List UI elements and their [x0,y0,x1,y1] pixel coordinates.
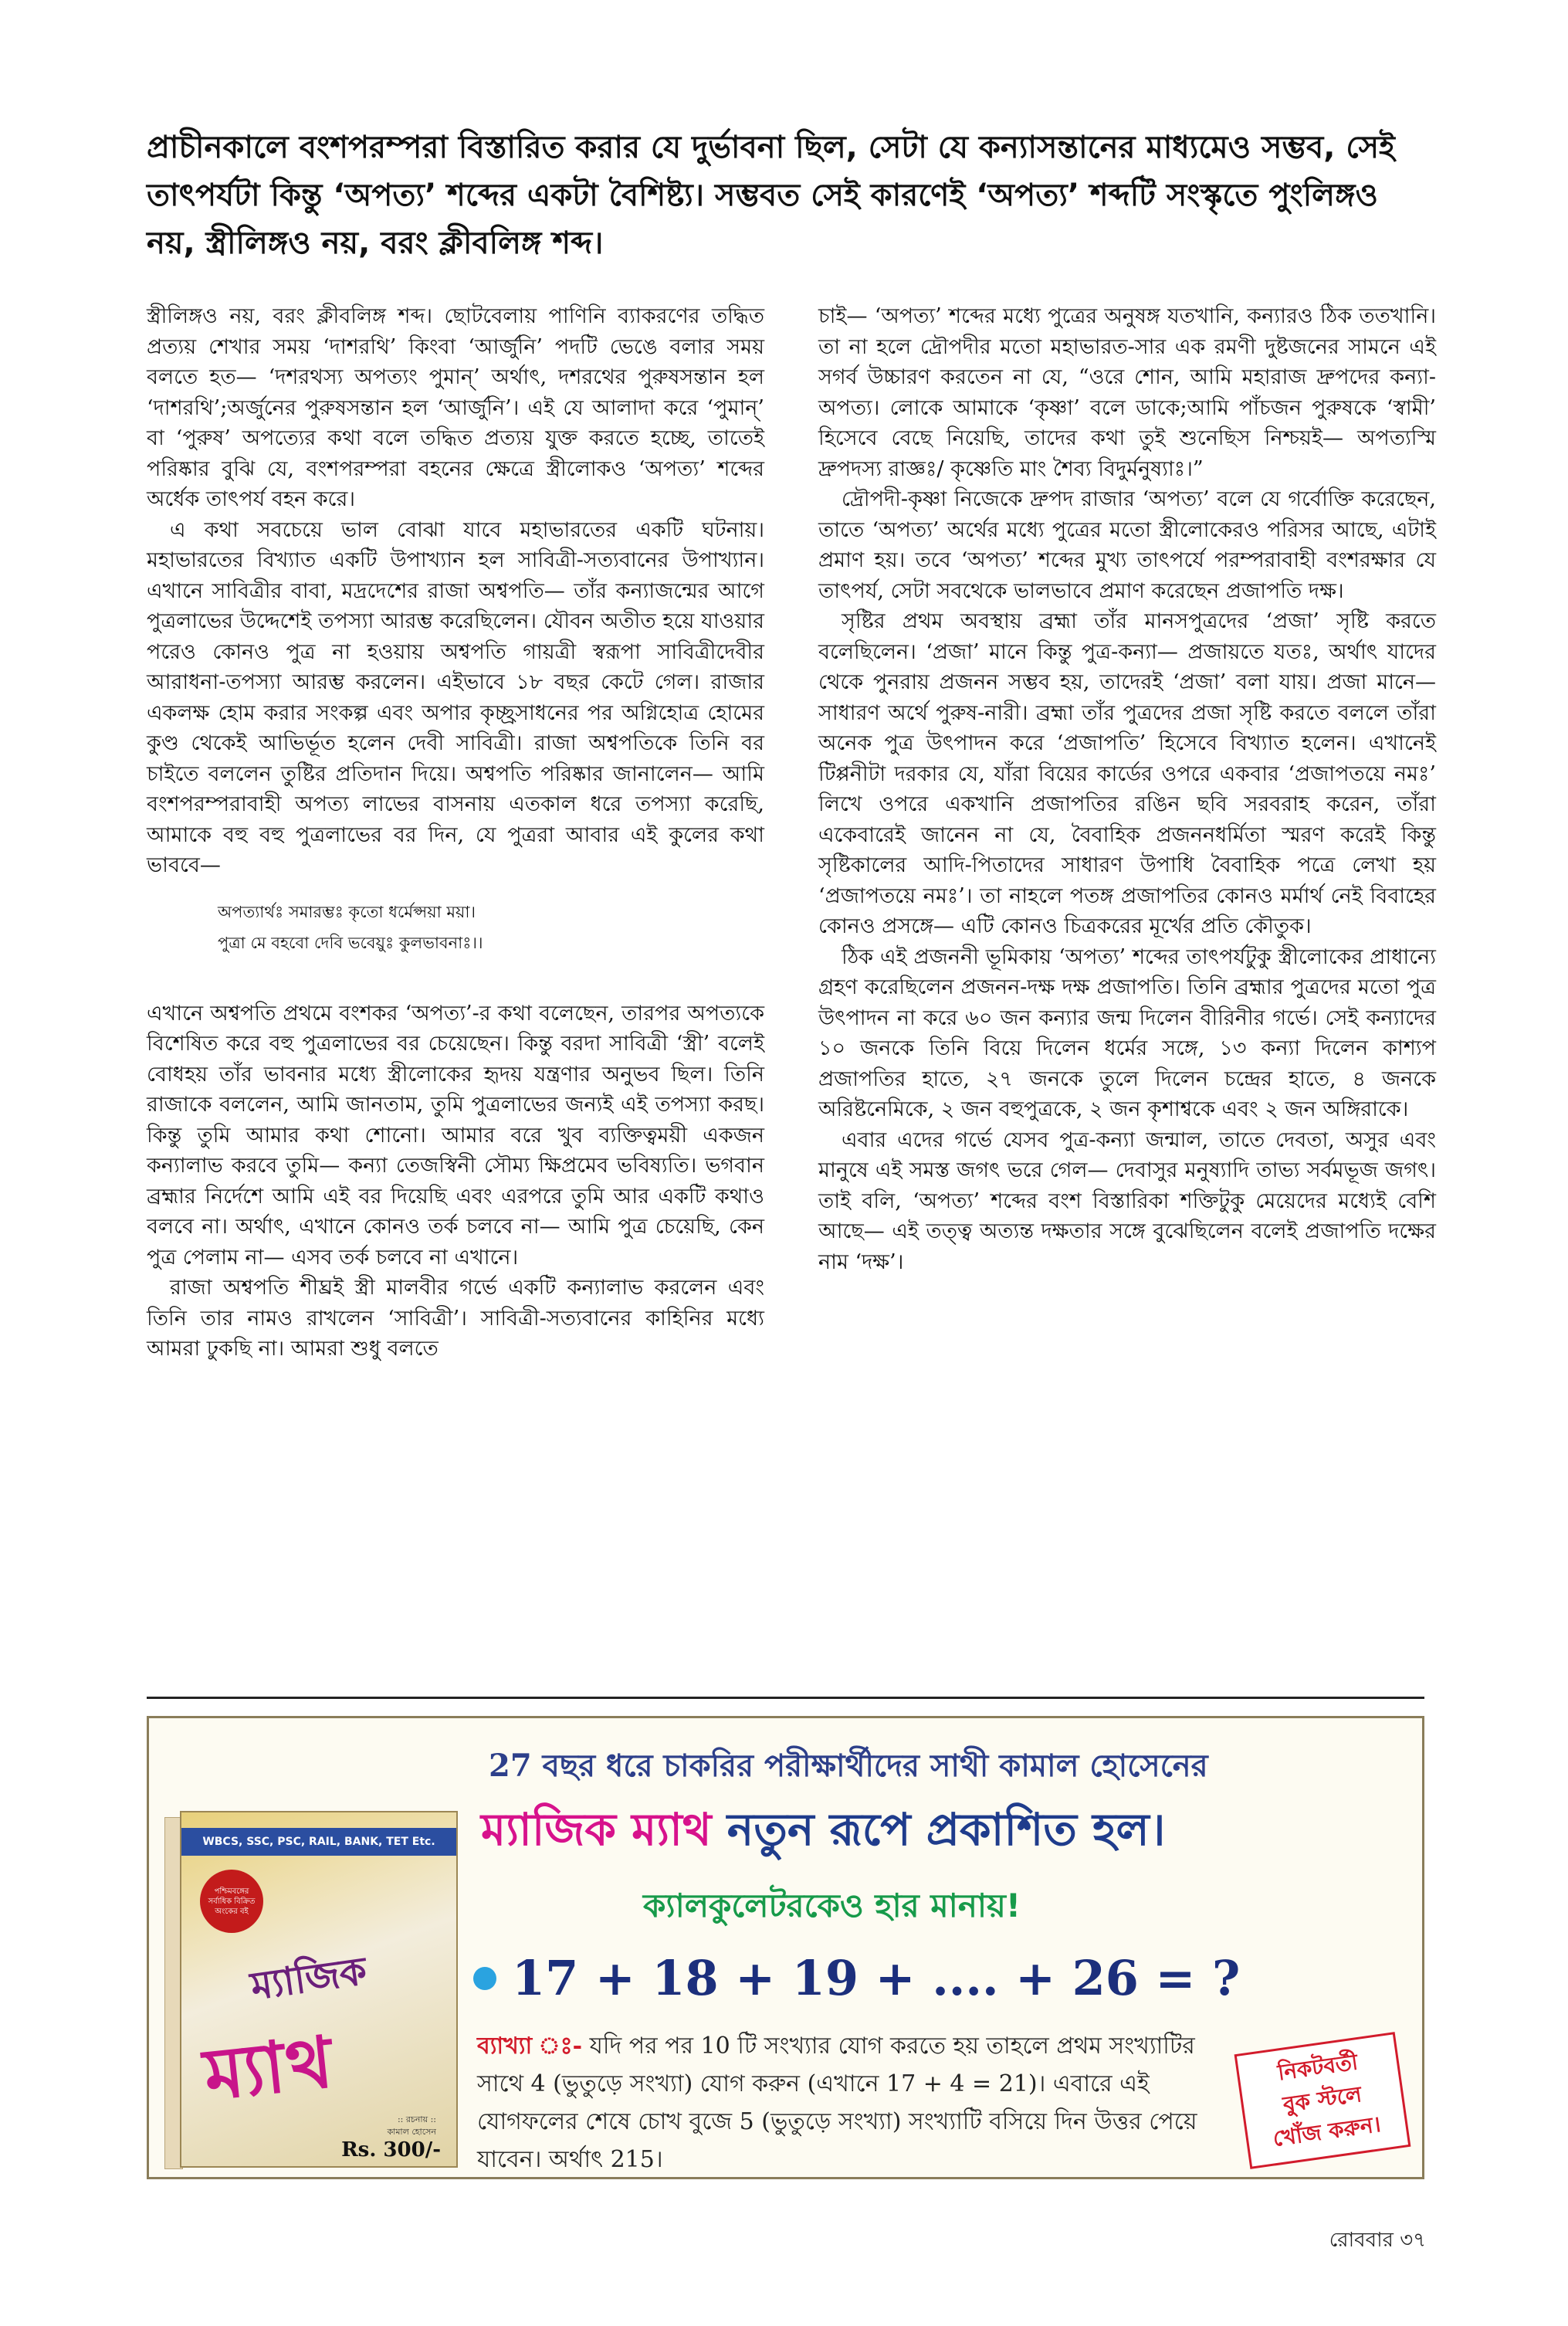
book-seal: পশ্চিমবঙ্গের সর্বাধিক বিক্রিত অংকের বই [200,1870,263,1933]
bookstall-stamp [1234,2032,1411,2169]
book-author-label: :: রচনায় :: [397,2114,436,2124]
article-column-right [818,301,1436,1277]
ad-headline: 27 বছর ধরে চাকরির পরীক্ষার্থীদের সাথী কামাল হোসেনের [489,1748,1208,1784]
book-title-line-2: ম্যাথ [200,2020,338,2117]
paragraph: এখানে অশ্বপতি প্রথমে বংশকর ‘অপত্য’-র কথা বলেছেন, তারপর অপত্যকে বিশেষিত করে বহু পুত্রলাভের বর চেয়েছেন। কিন্তু বরদা সাবিত্রী ‘স্ত্রী’ বলেই বোধহয় তাঁর ভাবনার মধ্যে স্ত্রীলোকের হৃদয় যন্ত্রণার অনুভব ছিল। তিনি রাজাকে বললেন, আমি জানতাম, তুমি পুত্রলাভের জন্যই এই তপস্যা করছ। কিন্তু তুমি আমার কথা শোনো। আমার বরে খুব ব্যক্তিত্বময়ী একজন কন্যালাভ করবে তুমি— কন্যা তেজস্বিনী সৌম্য ক্ষিপ্রমেব ভবিষ্যতি। ভগবান ব্রহ্মার নির্দেশে আমি এই বর দিয়েছি এবং এরপরে তুমি আর একটি কথাও বলবে না। অর্থাৎ, এখানে কোনও তর্ক চলবে না— আমি পুত্র চেয়েছি, কেন পুত্র পেলাম না— এসব তর্ক চলবে না এখানে। [147,1001,764,1270]
paragraph: ঠিক এই প্রজননী ভূমিকায় ‘অপত্য’ শব্দের তাৎপর্যটুকু স্ত্রীলোকের প্রাধান্যে গ্রহণ করেছিলেন প্রজনন-দক্ষ দক্ষ প্রজাপতি। তিনি ব্রহ্মার পুত্রদের মতো পুত্র উৎপাদন না করে ৬০ জন কন্যার জন্ম দিলেন বীরিনীর গর্ভে। সেই কন্যাদের ১০ জনকে তিনি বিয়ে দিলেন ধর্মের সঙ্গে, ১৩ কন্যা দিলেন কাশ্যপ প্রজাপতির হাতে, ২৭ জনকে তুলে দিলেন চন্দ্রের হাতে, ৪ জনকে অরিষ্টনেমিকে, ২ জন বহুপুত্রকে, ২ জন কৃশাশ্বকে এবং ২ জন অঙ্গিরাকে। [818,944,1436,1121]
book-cover-image [164,1811,458,2168]
explanation-label: ব্যাখ্যা ঃ- [477,2033,583,2060]
paragraph: রাজা অশ্বপতি শীঘ্রই স্ত্রী মালবীর গর্ভে একটি কন্যালাভ করলেন এবং তিনি তার নামও রাখলেন ‘সাবিত্রী’। সাবিত্রী-সত্যবানের কাহিনির মধ্যে আমরা ঢুকছি না। আমরা শুধু বলতে [147,1276,764,1361]
magic-math-advertisement[interactable] [147,1716,1424,2179]
paragraph: স্ত্রীলিঙ্গও নয়, বরং ক্লীবলিঙ্গ শব্দ। ছোটবেলায় পাণিনি ব্যাকরণের তদ্ধিত প্রত্যয় শেখার সময় ‘দাশরথি’ কিংবা ‘আর্জুনি’ পদটি ভেঙে বলার সময় বলতে হত— ‘দশরথস্য অপত্যং পুমান্’ অর্থাৎ, দশরথের পুরুষসন্তান হল ‘দাশরথি’;অর্জুনের পুরুষসন্তান হল ‘আর্জুনি’। এই যে আলাদা করে ‘পুমান্’ বা ‘পুরুষ’ অপত্যের কথা বলে তদ্ধিত প্রত্যয় যুক্ত করতে হচ্ছে, তাতেই পরিষ্কার বুঝি যে, বংশপরম্পরা বহনের ক্ষেত্রে স্ত্রীলোকও ‘অপত্য’ শব্দের অর্ধেক তাৎপর্য বহন করে। [147,304,764,511]
book-author [387,2114,436,2138]
verse-line: অপত্যার্থঃ সমারম্ভঃ কৃতো ধর্মেপ্সয়া ময়া। [218,902,476,921]
article-column-left [147,301,764,1365]
book-price: Rs. 300/- [341,2138,441,2162]
paragraph: এবার এদের গর্ভে যেসব পুত্র-কন্যা জন্মাল, তাতে দেবতা, অসুর এবং মানুষে এই সমস্ত জগৎ ভরে গেল— দেবাসুর মনুষ্যাদি তাভ্য সর্বমভূজ জগৎ। তাই বলি, ‘অপত্য’ শব্দের বংশ বিস্তারিকা শক্তিটুকু মেয়েদের মধ্যেই বেশি আছে— এই তত্ত্ব অত্যন্ত দক্ষতার সঙ্গে বুঝেছিলেন বলেই প্রজাপতি দক্ষের নাম ‘দক্ষ’। [818,1127,1436,1274]
ad-tagline: ক্যালকুলেটরকেও হার মানায়! [643,1887,1021,1924]
stamp-line: নিকটবর্তী [1276,2049,1360,2086]
paragraph: চাই— ‘অপত্য’ শব্দের মধ্যে পুত্রের অনুষঙ্গ যতখানি, কন্যারও ঠিক ততখানি। তা না হলে দ্রৌপদীর মতো মহাভারত-সার এক রমণী দুষ্টজনের সামনে এই সগর্ব উচ্চারণ করতেন না যে, “ওরে শোন, আমি মহারাজ দ্রুপদের কন্যা-অপত্য। লোকে আমাকে ‘কৃষ্ণা’ বলে ডাকে;আমি পাঁচজন পুরুষকে ‘স্বামী’ হিসেবে বেছে নিয়েছি, তাদের কথা তুই শুনেছিস নিশ্চয়ই— অপত্যস্মি দ্রুপদস্য রাজ্ঞঃ/ কৃষ্ণেতি মাং শৈব্য বিদুর্মনুষ্যাঃ।” [818,304,1436,481]
paragraph: দ্রৌপদী-কৃষ্ণা নিজেকে দ্রুপদ রাজার ‘অপত্য’ বলে যে গর্বোক্তি করেছেন, তাতে ‘অপত্য’ অর্থের মধ্যে পুত্রের মতো স্ত্রীলোকেরও পরিসর আছে, এটাই প্রমাণ হয়। তবে ‘অপত্য’ শব্দের মুখ্য তাৎপর্যে পরম্পরাবাহী বংশরক্ষার যে তাৎপর্য, সেটা সবথেকে ভালভাবে প্রমাণ করেছেন প্রজাপতি দক্ষ। [818,487,1436,603]
book-cover [180,1811,458,2168]
stamp-line: বুক স্টলে [1281,2081,1363,2117]
bullet-dot-icon [473,1967,496,1990]
book-exam-strip: WBCS, SSC, PSC, RAIL, BANK, TET Etc. [181,1828,456,1856]
ad-explanation [477,2027,1241,2179]
ad-equation [473,1950,1240,2006]
stamp-line: খোঁজ করুন। [1271,2111,1383,2152]
explanation-text: যদি পর পর 10 টি সংখ্যার যোগ করতে হয় তাহলে প্রথম সংখ্যাটির সাথে 4 (ভুতুড়ে সংখ্যা) যোগ করুন (এখানে 17 + 4 = 21)। এবারে এই যোগফলের শেষে চোখ বুজে 5 (ভুতুড়ে সংখ্যা) সংখ্যাটি বসিয়ে দিন উত্তর পেয়ে যাবেন। অর্থাৎ 215। [477,2033,1197,2173]
ad-title-highlight: ম্যাজিক ম্যাথ [481,1803,712,1856]
verse-line: পুত্রা মে বহবো দেবি ভবেয়ুঃ কুলভাবনাঃ।। [218,933,483,952]
paragraph: এ কথা সবচেয়ে ভাল বোঝা যাবে মহাভারতের একটি ঘটনায়। মহাভারতের বিখ্যাত একটি উপাখ্যান হল সাবিত্রী-সত্যবানের উপাখ্যান। এখানে সাবিত্রীর বাবা, মদ্রদেশের রাজা অশ্বপতি— তাঁর কন্যাজন্মের আগে পুত্রলাভের উদ্দেশেই তপস্যা আরম্ভ করেছিলেন। যৌবন অতীত হয়ে যাওয়ার পরেও কোনও পুত্র না হওয়ায় অশ্বপতি গায়ত্রী স্বরূপা সাবিত্রীদেবীর আরাধনা-তপস্যা আরম্ভ করলেন। এইভাবে ১৮ বছর কেটে গেল। রাজার একলক্ষ হোম করার সংকল্প এবং অপার কৃচ্ছ্রসাধনের পর অগ্নিহোত্র হোমের কুণ্ড থেকেই আভির্ভূত হলেন দেবী সাবিত্রী। রাজা অশ্বপতিকে তিনি বর চাইতে বললেন তুষ্টির প্রতিদান দিয়ে। অশ্বপতি পরিষ্কার জানালেন— আমি বংশপরম্পরাবাহী অপত্য লাভের বাসনায় এতকাল ধরে তপস্যা করেছি, আমাকে বহু বহু পুত্রলাভের বর দিন, যে পুত্ররা আবার এই কুলের কথা ভাববে— [147,517,764,877]
equation-text: 17 + 18 + 19 + .... + 26 = ? [512,1950,1241,2006]
sanskrit-verse [218,897,764,958]
ad-title [481,1795,1166,1870]
book-author-name: কামাল হোসেন [387,2127,436,2137]
section-divider [147,1697,1424,1699]
pull-quote: প্রাচীনকালে বংশপরম্পরা বিস্তারিত করার যে দুর্ভাবনা ছিল, সেটা যে কন্যাসন্তানের মাধ্যমেও সম্ভব, সেই তাৎপর্যটা কিন্তু ‘অপত্য’ শব্দের একটা বৈশিষ্ট্য। সম্ভবত সেই কারণেই ‘অপত্য’ শব্দটি সংস্কৃতে পুংলিঙ্গও নয়, স্ত্রীলিঙ্গও নয়, বরং ক্লীবলিঙ্গ শব্দ। [147,130,1395,261]
paragraph: সৃষ্টির প্রথম অবস্থায় ব্রহ্মা তাঁর মানসপুত্রদের ‘প্রজা’ সৃষ্টি করতে বলেছিলেন। ‘প্রজা’ মানে কিন্তু পুত্র-কন্যা— প্রজায়তে যতঃ, অর্থাৎ যাদের থেকে পুনরায় প্রজনন সম্ভব হয়, তাদেরই ‘প্রজা’ বলা যায়। প্রজা মানে— সাধারণ অর্থে পুরুষ-নারী। ব্রহ্মা তাঁর পুত্রদের প্রজা সৃষ্টি করতে বললে তাঁরা অনেক পুত্র উৎপাদন করে ‘প্রজাপতি’ হিসেবে বিখ্যাত হলেন। এখানেই টিপ্পনীটা দরকার যে, যাঁরা বিয়ের কার্ডের ওপরে একবার ‘প্রজাপতয়ে নমঃ’ লিখে ওপরে একখানি প্রজাপতির রঙিন ছবি সরবরাহ করেন, তাঁরা একেবারেই জানেন না যে, বৈবাহিক প্রজননধর্মিতা স্মরণ করেই কিন্তু সৃষ্টিকালের আদি-পিতাদের সাধারণ উপাধি বৈবাহিক পত্রে লেখা হয় ‘প্রজাপতয়ে নমঃ’। তা নাহলে পতঙ্গ প্রজাপতির কোনও মর্মার্থ নেই বিবাহের কোনও প্রসঙ্গে— এটি কোনও চিত্রকরের মূর্খের প্রতি কৌতুক। [818,609,1436,938]
ad-title-rest: নতুন রূপে প্রকাশিত হল। [711,1803,1166,1856]
page-footer: রোববার ৩৭ [1329,2229,1426,2252]
book-title-line-1: ম্যাজিক [248,1948,370,2009]
